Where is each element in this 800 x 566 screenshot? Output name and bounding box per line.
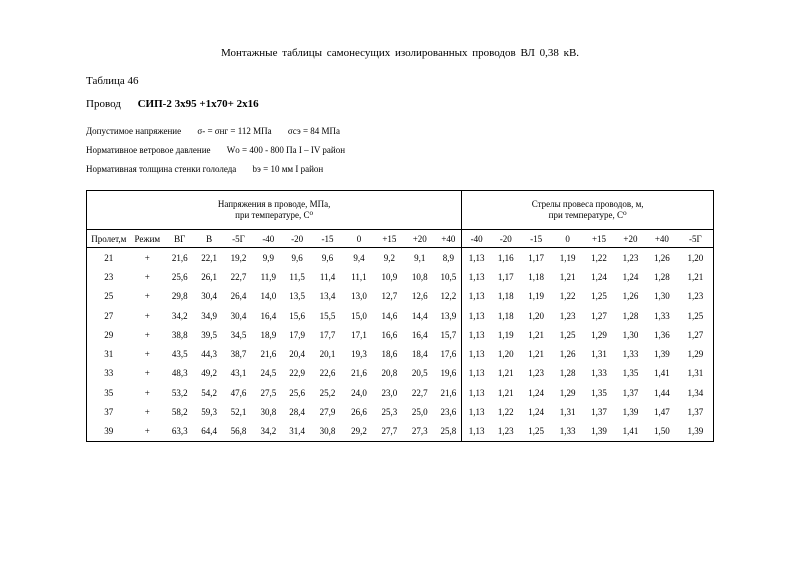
stress-group-header: [87, 191, 462, 230]
table-cell: 1,27: [678, 325, 714, 344]
table-cell: 63,3: [164, 422, 195, 442]
table-cell: 1,37: [591, 407, 607, 418]
table-cell: 15,6: [289, 310, 306, 321]
table-cell: 9,1: [414, 252, 426, 263]
column-header: -5Г: [678, 230, 714, 248]
table-cell: 26,1: [201, 271, 217, 282]
column-header: -15: [312, 230, 343, 248]
table-cell: 43,1: [230, 368, 247, 379]
table-cell: 1,27: [591, 310, 607, 321]
table-cell: 35: [87, 383, 131, 402]
table-cell: 1,13: [462, 287, 491, 306]
table-cell: 1,44: [654, 387, 670, 398]
table-cell: +: [144, 349, 150, 360]
table-cell: 23,6: [440, 407, 457, 418]
table-cell: 1,33: [654, 310, 670, 321]
table-cell: 52,1: [230, 407, 247, 418]
table-cell: 64,4: [195, 422, 222, 442]
table-cell: 47,6: [230, 387, 247, 398]
table-cell: 1,20: [678, 248, 714, 268]
table-cell: 1,19: [559, 252, 576, 263]
table-cell: 30,4: [230, 310, 247, 321]
column-header: В: [195, 230, 222, 248]
table-cell: 1,24: [591, 271, 607, 282]
table-cell: 22,7: [411, 387, 428, 398]
table-cell: 10,5: [440, 271, 457, 282]
table-cell: 10,9: [381, 271, 398, 282]
table-cell: 17,7: [319, 329, 336, 340]
table-cell: 1,24: [622, 271, 639, 282]
table-cell: 25,6: [289, 387, 306, 398]
table-cell: 59,3: [201, 407, 217, 418]
table-cell: 56,8: [223, 422, 254, 442]
table-cell: 15,0: [351, 310, 367, 321]
table-cell: 19,6: [440, 368, 457, 379]
table-cell: 14,4: [411, 310, 428, 321]
table-cell: 49,2: [201, 368, 217, 379]
table-cell: 34,5: [230, 329, 247, 340]
table-cell: 38,8: [171, 329, 188, 340]
table-cell: 1,19: [528, 291, 545, 302]
table-cell: 18,9: [260, 329, 277, 340]
table-cell: 25,3: [381, 407, 398, 418]
table-cell: 13,0: [351, 291, 367, 302]
wind-pressure-value: Wо = 400 - 800 Па I – IV район: [226, 145, 346, 155]
table-cell: 13,9: [440, 310, 457, 321]
table-cell: 12,6: [411, 291, 428, 302]
table-cell: 27,7: [375, 422, 404, 442]
table-cell: 11,9: [260, 271, 277, 282]
table-cell: 39,5: [201, 329, 217, 340]
table-cell: 1,23: [622, 252, 639, 263]
table-cell: 1,31: [591, 349, 607, 360]
table-cell: 1,25: [591, 291, 607, 302]
table-cell: 1,39: [622, 407, 639, 418]
column-header: -20: [282, 230, 311, 248]
table-cell: 1,28: [654, 271, 670, 282]
allowed-stress-value-1: σ- = σнг = 112 МПа: [197, 126, 272, 136]
table-cell: 1,35: [622, 368, 639, 379]
column-header: 0: [552, 230, 583, 248]
table-cell: +: [144, 329, 150, 340]
table-cell: 21,6: [171, 252, 188, 263]
table-cell: 27,5: [260, 387, 277, 398]
table-cell: 17,6: [440, 349, 457, 360]
table-cell: 53,2: [171, 387, 188, 398]
table-cell: 34,2: [254, 422, 282, 442]
table-cell: +: [144, 252, 150, 263]
table-cell: 17,1: [351, 329, 367, 340]
document-title: Монтажные таблицы самонесущих изолированных проводов ВЛ 0,38 кВ.: [220, 47, 580, 59]
table-cell: 21,6: [260, 349, 277, 360]
table-cell: 1,33: [552, 422, 583, 442]
table-cell: 1,17: [528, 252, 545, 263]
table-cell: 1,29: [559, 387, 576, 398]
table-row: [87, 422, 714, 442]
column-header: Пролет,м: [87, 230, 131, 248]
table-cell: 1,13: [462, 422, 491, 442]
table-cell: 20,8: [381, 368, 398, 379]
table-cell: 1,17: [497, 271, 514, 282]
column-header: +15: [375, 230, 404, 248]
table-cell: 1,41: [615, 422, 646, 442]
table-cell: 29: [87, 325, 131, 344]
table-cell: 25,8: [435, 422, 461, 442]
table-row: [87, 267, 714, 286]
column-header: -5Г: [223, 230, 254, 248]
table-cell: 11,5: [289, 271, 305, 282]
table-cell: 19,2: [230, 252, 247, 263]
table-cell: 1,19: [497, 329, 514, 340]
table-cell: 30,4: [201, 291, 217, 302]
table-cell: 12,2: [440, 291, 457, 302]
table-cell: 1,35: [591, 387, 607, 398]
table-cell: 1,29: [591, 329, 607, 340]
table-cell: 1,13: [462, 306, 491, 325]
table-cell: 30,8: [260, 407, 277, 418]
wind-pressure-label: Нормативное ветровое давление: [86, 145, 211, 155]
table-cell: 9,6: [321, 252, 334, 263]
allowed-stress-label: Допустимое напряжение: [86, 126, 182, 136]
column-header: +15: [583, 230, 614, 248]
table-cell: 1,39: [678, 422, 714, 442]
table-cell: +: [144, 407, 150, 418]
table-cell: 54,2: [201, 387, 217, 398]
table-cell: 1,39: [583, 422, 614, 442]
table-cell: 39: [87, 422, 131, 442]
table-cell: 1,26: [654, 252, 670, 263]
table-cell: 1,23: [559, 310, 576, 321]
table-cell: 1,26: [559, 349, 576, 360]
table-cell: 1,21: [528, 329, 545, 340]
table-cell: 1,23: [678, 287, 714, 306]
table-row: [87, 306, 714, 325]
table-cell: 21: [87, 248, 131, 268]
table-cell: 1,13: [462, 325, 491, 344]
table-cell: 13,4: [319, 291, 336, 302]
table-cell: 18,6: [381, 349, 398, 360]
table-cell: 26,4: [230, 291, 247, 302]
table-cell: 1,28: [622, 310, 639, 321]
table-cell: +: [144, 271, 150, 282]
table-cell: 48,3: [171, 368, 188, 379]
table-cell: 1,20: [497, 349, 514, 360]
table-cell: +: [144, 387, 150, 398]
table-cell: 9,6: [291, 252, 303, 263]
column-header: -20: [491, 230, 520, 248]
table-cell: 23: [87, 267, 131, 286]
table-cell: 1,13: [462, 248, 491, 268]
table-cell: 23,0: [381, 387, 398, 398]
table-cell: 27: [87, 306, 131, 325]
column-header: -40: [254, 230, 282, 248]
table-cell: 16,4: [260, 310, 277, 321]
table-cell: 1,39: [654, 349, 670, 360]
table-cell: 14,6: [381, 310, 398, 321]
table-cell: 1,16: [497, 252, 514, 263]
table-cell: 1,13: [462, 364, 491, 383]
table-cell: 20,1: [319, 349, 336, 360]
table-cell: 31: [87, 344, 131, 363]
table-number: Таблица 46: [86, 75, 139, 87]
allowed-stress-line: [86, 126, 340, 136]
table-cell: 1,13: [462, 402, 491, 421]
table-row: [87, 402, 714, 421]
table-cell: 1,34: [678, 383, 714, 402]
table-cell: 1,41: [654, 368, 670, 379]
table-cell: 22,1: [201, 252, 217, 263]
table-cell: 1,26: [622, 291, 639, 302]
table-cell: 1,13: [462, 344, 491, 363]
table-cell: 11,4: [319, 271, 336, 282]
table-cell: 1,50: [646, 422, 677, 442]
table-cell: 25: [87, 287, 131, 306]
table-row: [87, 248, 714, 268]
table-cell: 1,25: [559, 329, 576, 340]
table-cell: 44,3: [201, 349, 217, 360]
group-header-row: [87, 191, 714, 230]
table-cell: 1,29: [678, 344, 714, 363]
table-row: [87, 287, 714, 306]
table-cell: 1,22: [497, 407, 514, 418]
ice-thickness-label: Нормативная толщина стенки гололеда: [86, 164, 237, 174]
table-cell: 16,4: [411, 329, 428, 340]
table-cell: 20,5: [411, 368, 428, 379]
table-cell: 25,2: [319, 387, 336, 398]
column-header: 0: [343, 230, 374, 248]
table-cell: 1,22: [559, 291, 576, 302]
column-header: +20: [404, 230, 435, 248]
table-cell: +: [131, 422, 165, 442]
table-cell: 1,13: [462, 267, 491, 286]
table-cell: 30,8: [312, 422, 343, 442]
table-cell: 11,1: [351, 271, 367, 282]
table-cell: 34,9: [201, 310, 217, 321]
table-cell: 12,7: [381, 291, 398, 302]
table-row: [87, 344, 714, 363]
wire-type: СИП-2 3х95 +1х70+ 2х16: [137, 98, 259, 110]
table-cell: 1,25: [520, 422, 551, 442]
table-cell: 1,20: [528, 310, 545, 321]
table-cell: 1,37: [622, 387, 639, 398]
table-cell: 1,33: [591, 368, 607, 379]
table-cell: 1,21: [497, 387, 514, 398]
table-cell: 1,21: [528, 349, 545, 360]
wind-pressure-line: [86, 145, 345, 155]
table-cell: 1,18: [497, 310, 514, 321]
table-cell: 31,4: [282, 422, 311, 442]
mounting-table: [86, 190, 714, 442]
table-cell: 1,47: [654, 407, 670, 418]
column-header: +20: [615, 230, 646, 248]
table-cell: 27,9: [319, 407, 336, 418]
wire-label: Провод: [86, 98, 121, 110]
column-header: -15: [520, 230, 551, 248]
table-cell: 1,23: [491, 422, 520, 442]
table-cell: 1,21: [559, 271, 576, 282]
table-cell: 19,3: [351, 349, 367, 360]
table-cell: 1,21: [497, 368, 514, 379]
table-cell: 21,6: [440, 387, 457, 398]
table-cell: 1,21: [678, 267, 714, 286]
table-cell: 43,5: [171, 349, 188, 360]
table-cell: 29,2: [343, 422, 374, 442]
table-cell: 1,30: [622, 329, 639, 340]
column-header: +40: [646, 230, 677, 248]
table-cell: 1,31: [559, 407, 576, 418]
table-cell: 13,5: [289, 291, 306, 302]
table-cell: 26,6: [351, 407, 367, 418]
table-cell: 8,9: [442, 252, 454, 263]
table-cell: 1,30: [654, 291, 670, 302]
table-row: [87, 325, 714, 344]
column-header: Режим: [131, 230, 165, 248]
table-cell: 9,9: [262, 252, 274, 263]
table-cell: 24,0: [351, 387, 367, 398]
table-cell: 20,4: [289, 349, 306, 360]
table-cell: 1,37: [678, 402, 714, 421]
table-cell: 17,9: [289, 329, 306, 340]
table-cell: 1,36: [654, 329, 670, 340]
table-cell: 1,18: [528, 271, 545, 282]
sag-group-title: Стрелы провеса проводов, м, при температуре, С⁰: [531, 199, 644, 220]
table-cell: 15,5: [319, 310, 336, 321]
table-row: [87, 383, 714, 402]
allowed-stress-value-2: σсэ = 84 МПа: [287, 126, 341, 136]
column-header: -40: [462, 230, 491, 248]
table-cell: 15,7: [440, 329, 457, 340]
table-cell: 1,24: [528, 407, 545, 418]
table-cell: +: [144, 310, 150, 321]
table-cell: 25,0: [411, 407, 428, 418]
table-cell: 33: [87, 364, 131, 383]
table-cell: 1,22: [591, 252, 607, 263]
sag-group-header: [462, 191, 714, 230]
table-cell: 9,2: [383, 252, 395, 263]
ice-thickness-value: bэ = 10 мм I район: [252, 164, 324, 174]
table-cell: 38,7: [230, 349, 247, 360]
table-cell: 1,28: [559, 368, 576, 379]
table-row: [87, 364, 714, 383]
table-cell: 1,25: [678, 306, 714, 325]
wire-type-line: [86, 98, 259, 110]
table-cell: 1,23: [528, 368, 545, 379]
column-header: ВГ: [164, 230, 195, 248]
table-cell: 22,7: [230, 271, 247, 282]
table-cell: 27,3: [404, 422, 435, 442]
table-cell: 28,4: [289, 407, 306, 418]
table-cell: 22,9: [289, 368, 306, 379]
stress-group-title: Напряжения в проводе, МПа, при температуре, С⁰: [217, 199, 331, 220]
table-cell: 14,0: [260, 291, 277, 302]
table-cell: 1,31: [678, 364, 714, 383]
table-cell: 25,6: [171, 271, 188, 282]
table-cell: 29,8: [171, 291, 188, 302]
table-cell: 21,6: [351, 368, 367, 379]
table-body: [87, 248, 714, 442]
table-cell: 37: [87, 402, 131, 421]
table-cell: 24,5: [260, 368, 277, 379]
table-cell: 1,24: [528, 387, 545, 398]
column-header: +40: [435, 230, 461, 248]
table-cell: 16,6: [381, 329, 398, 340]
table-cell: 58,2: [171, 407, 188, 418]
table-cell: 18,4: [411, 349, 428, 360]
table-cell: +: [144, 368, 150, 379]
ice-thickness-line: [86, 164, 323, 174]
table-cell: 1,33: [622, 349, 639, 360]
table-cell: 22,6: [319, 368, 336, 379]
table-cell: 9,4: [353, 252, 365, 263]
table-cell: +: [144, 291, 150, 302]
table-cell: 1,13: [462, 383, 491, 402]
column-header-row: [87, 230, 714, 248]
table-cell: 1,18: [497, 291, 514, 302]
table-cell: 34,2: [171, 310, 188, 321]
table-cell: 10,8: [411, 271, 428, 282]
